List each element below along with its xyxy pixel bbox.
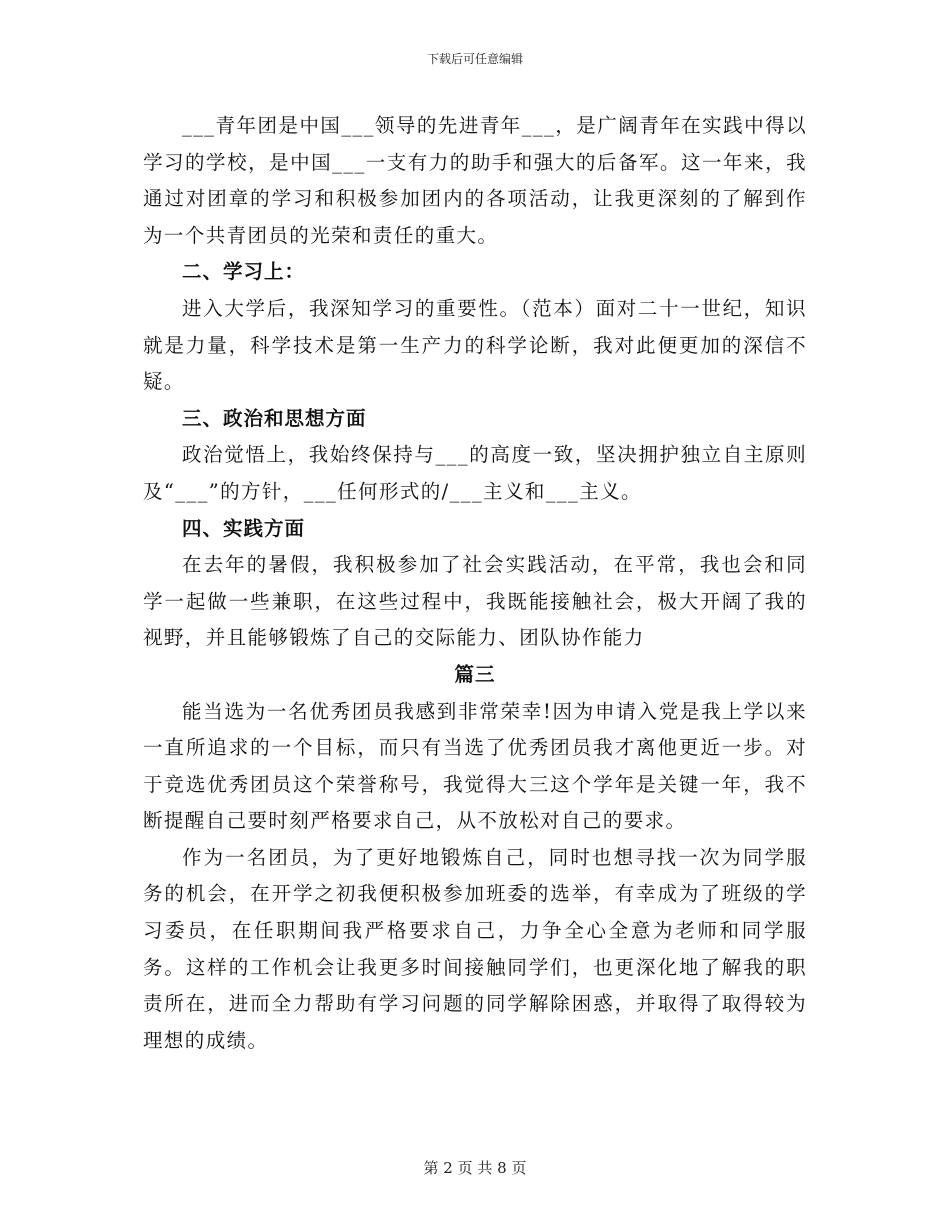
article-title-part-three: 篇三 — [454, 662, 496, 686]
paragraph-intro: ___青年团是中国___领导的先进青年___，是广阔青年在实践中得以学习的学校，是中国___一支有力的助手和强大的后备军。这一年来，我通过对团章的学习和积极参加团内的各项活动，让我更深刻的了解到作为一个共青团员的光荣和责任的重大。 — [143, 114, 807, 247]
paragraph-service: 作为一名团员，为了更好地锻炼自己，同时也想寻找一次为同学服务的机会，在开学之初我便积极参加班委的选举，有幸成为了班级的学习委员，在任职期间我严格要求自己，力争全心全意为老师和同学服务。这样的工作机会让我更多时间接触同学们，也更深化地了解我的职责所在，进而全力帮助有学习问题的同学解除困惑，并取得了取得较为理想的成绩。 — [143, 845, 807, 1052]
section-heading-study: 二、学习上： — [182, 260, 306, 284]
page-footer: 第 2 页 共 8 页 — [423, 1159, 527, 1177]
paragraph-honor: 能当选为一名优秀团员我感到非常荣幸!因为申请入党是我上学以来一直所追求的一个目标，而只有当选了优秀团员我才离他更近一步。对于竞选优秀团员这个荣誉称号，我觉得大三这个学年是关键一年，我不断提醒自己要时刻严格要求自己，从不放松对自己的要求。 — [143, 699, 807, 833]
section-heading-practice: 四、实践方面 — [182, 516, 306, 540]
paragraph-study: 进入大学后，我深知学习的重要性。（范本）面对二十一世纪，知识就是力量，科学技术是第一生产力的科学论断，我对此便更加的深信不疑。 — [143, 296, 807, 394]
paragraph-practice: 在去年的暑假，我积极参加了社会实践活动，在平常，我也会和同学一起做一些兼职，在这些过程中，我既能接触社会，极大开阔了我的视野，并且能够锻炼了自己的交际能力、团队协作能力 — [143, 553, 807, 650]
paragraph-politics: 政治觉悟上，我始终保持与___的高度一致，坚决拥护独立自主原则及“___”的方针，___任何形式的/___主义和___主义。 — [143, 443, 807, 503]
document-body — [143, 108, 807, 1059]
page-header: 下载后可任意编辑 — [426, 52, 523, 66]
section-heading-politics: 三、政治和思想方面 — [182, 406, 367, 430]
